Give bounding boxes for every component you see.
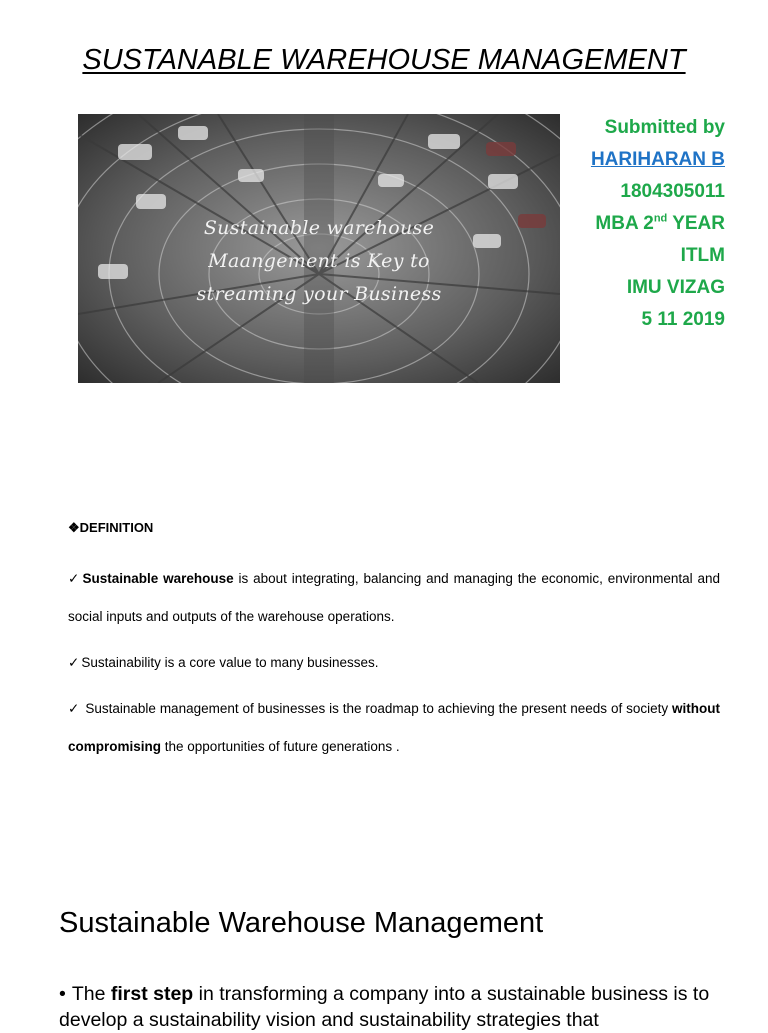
definition-text: is about integrating, balancing and managing the economic, environmental and social inputs and outputs of the warehouse operations. (68, 571, 720, 624)
program-prefix: MBA 2 (595, 213, 654, 234)
submitted-by-label: Submitted by (604, 117, 725, 138)
definition-heading-text: DEFINITION (79, 520, 154, 535)
bullet-dot-icon: • (59, 983, 66, 1005)
checkmark-icon: ✓ (68, 701, 80, 716)
definition-item (68, 560, 720, 636)
definition-item (68, 690, 720, 766)
definition-text-end: the opportunities of future generations . (161, 739, 400, 754)
definition-item (68, 644, 720, 682)
checkmark-icon: ✓ (68, 655, 80, 670)
document-title: SUSTANABLE WAREHOUSE MANAGEMENT (82, 44, 686, 76)
program (591, 208, 725, 240)
institute: IMU VIZAG (626, 277, 725, 298)
definition-text: Sustainable management of businesses is the roadmap to achieving the present needs of society (81, 701, 673, 716)
bullet-text-rest: in transforming a company into a sustainable business is to develop a sustainability vision and sustainability strategies that (59, 983, 710, 1031)
hero-caption-line: Maangement is Key to (208, 250, 430, 272)
section-bullet (59, 981, 719, 1033)
hero-image (78, 114, 560, 383)
checkmark-icon: ✓ (68, 571, 81, 586)
definition-emphasis: without compromising (68, 701, 721, 754)
definition-term: Sustainable warehouse (82, 571, 234, 586)
diamond-bullet-icon: ❖ (68, 520, 80, 535)
roll-number: 1804305011 (620, 181, 725, 202)
section-title: Sustainable Warehouse Management (59, 907, 544, 939)
bullet-text-start: The (71, 983, 111, 1005)
definition-text: Sustainability is a core value to many businesses. (81, 655, 379, 670)
submission-date: 5 11 2019 (641, 309, 725, 330)
hero-caption (78, 212, 560, 311)
hero-caption-line: streaming your Business (196, 283, 442, 305)
submission-details (591, 112, 725, 336)
definition-heading (68, 520, 720, 536)
program-suffix: YEAR (667, 213, 725, 234)
course: ITLM (680, 245, 725, 266)
definition-section (68, 520, 720, 766)
hero-caption-line: Sustainable warehouse (203, 217, 435, 239)
bullet-emphasis: first step (110, 983, 194, 1005)
author-name-link[interactable]: HARIHARAN B (590, 149, 725, 170)
program-superscript: nd (653, 212, 668, 225)
